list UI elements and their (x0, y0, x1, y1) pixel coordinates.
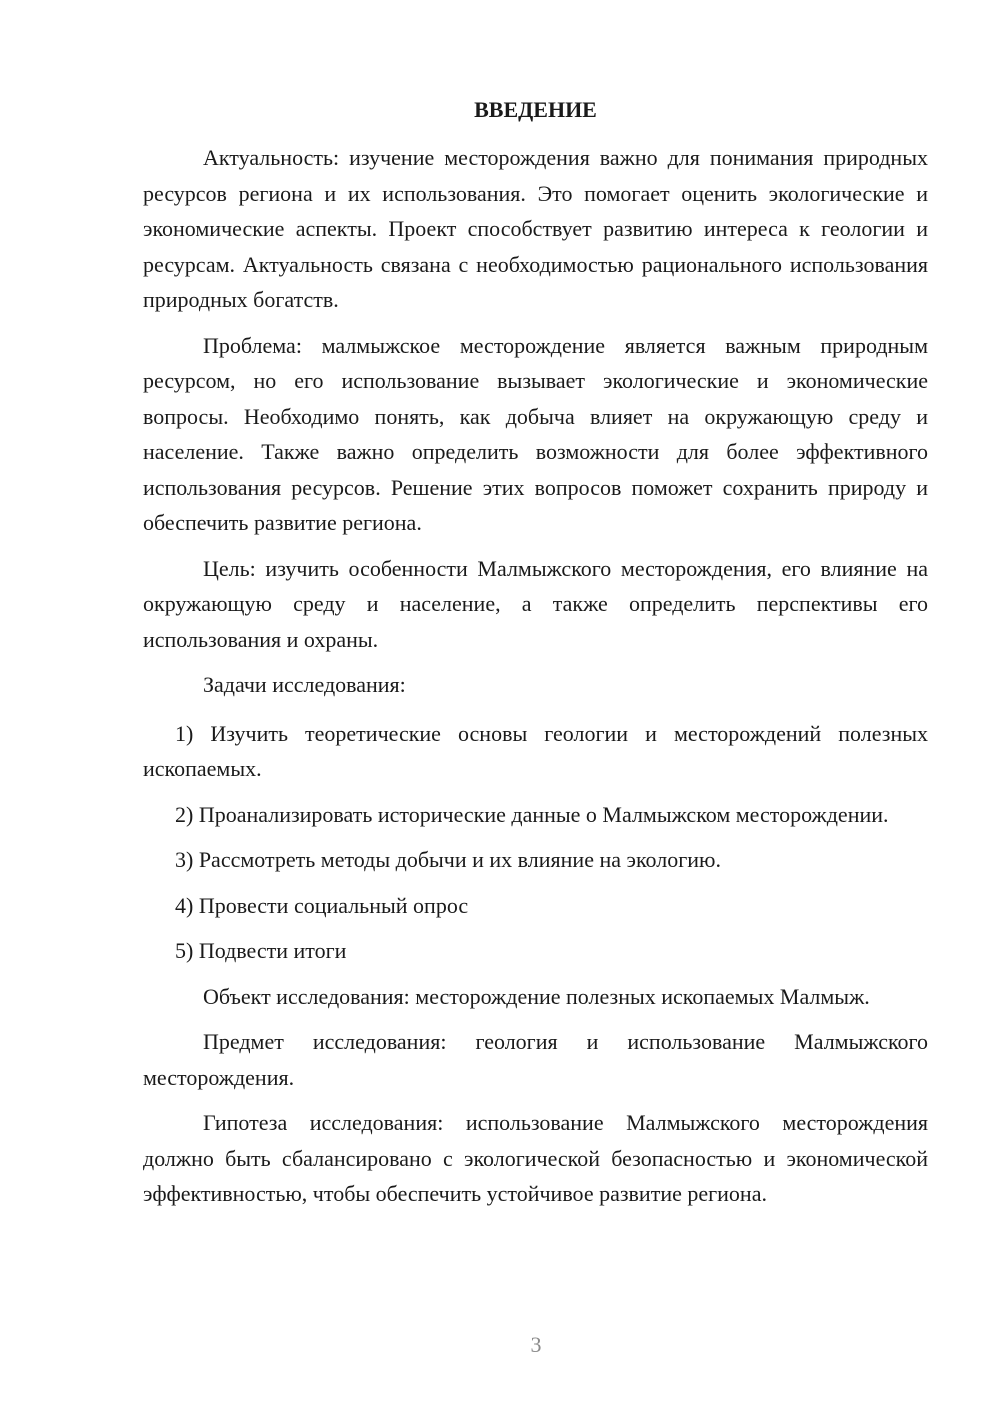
document-page (143, 92, 928, 1222)
task-item: 2) Проанализировать исторические данные о Малмыжском месторождении. (175, 801, 889, 827)
task-item: 5) Подвести итоги (175, 938, 347, 963)
tasks-list (143, 716, 928, 969)
object-paragraph: Объект исследования: месторождение полезных ископаемых Малмыж. (203, 983, 870, 1009)
task-item: 4) Провести социальный опрос (175, 892, 469, 918)
hypothesis-paragraph: Гипотеза исследования: использование Малмыжского месторождения должно быть сбалансировано с экологической безопасностью и экономической эффективностью, чтобы обеспечить устойчивое развитие региона. (143, 1110, 928, 1206)
task-item: 3) Рассмотреть методы добычи и их влияние на экологию. (175, 847, 721, 872)
goal-paragraph: Цель: изучить особенности Малмыжского месторождения, его влияние на окружающую среду и население, а также определить перспективы его использования и охраны. (143, 555, 928, 652)
tasks-heading: Задачи исследования: (203, 672, 406, 697)
subject-paragraph: Предмет исследования: геология и использование Малмыжского месторождения. (143, 1029, 928, 1090)
page-number: 3 (530, 1332, 542, 1357)
problem-paragraph: Проблема: малмыжское месторождение является важным природным ресурсом, но его использование вызывает экологические и экономические вопросы. Необходимо понять, как добыча влияет на окружающую среду и население. Также важно определить возможности для более эффективного использования ресурсов. Решение этих вопросов поможет сохранить природу и обеспечить развитие региона. (143, 332, 928, 535)
task-item: 1) Изучить теоретические основы геологии и месторождений полезных ископаемых. (143, 720, 928, 781)
relevance-paragraph: Актуальность: изучение месторождения важно для понимания природных ресурсов региона и их использования. Это помогает оценить экологические и экономические аспекты. Проект способствует развитию интереса к геологии и ресурсам. Актуальность связана с необходимостью рационального использования природных богатств. (143, 145, 928, 312)
section-title: ВВЕДЕНИЕ (474, 97, 597, 122)
